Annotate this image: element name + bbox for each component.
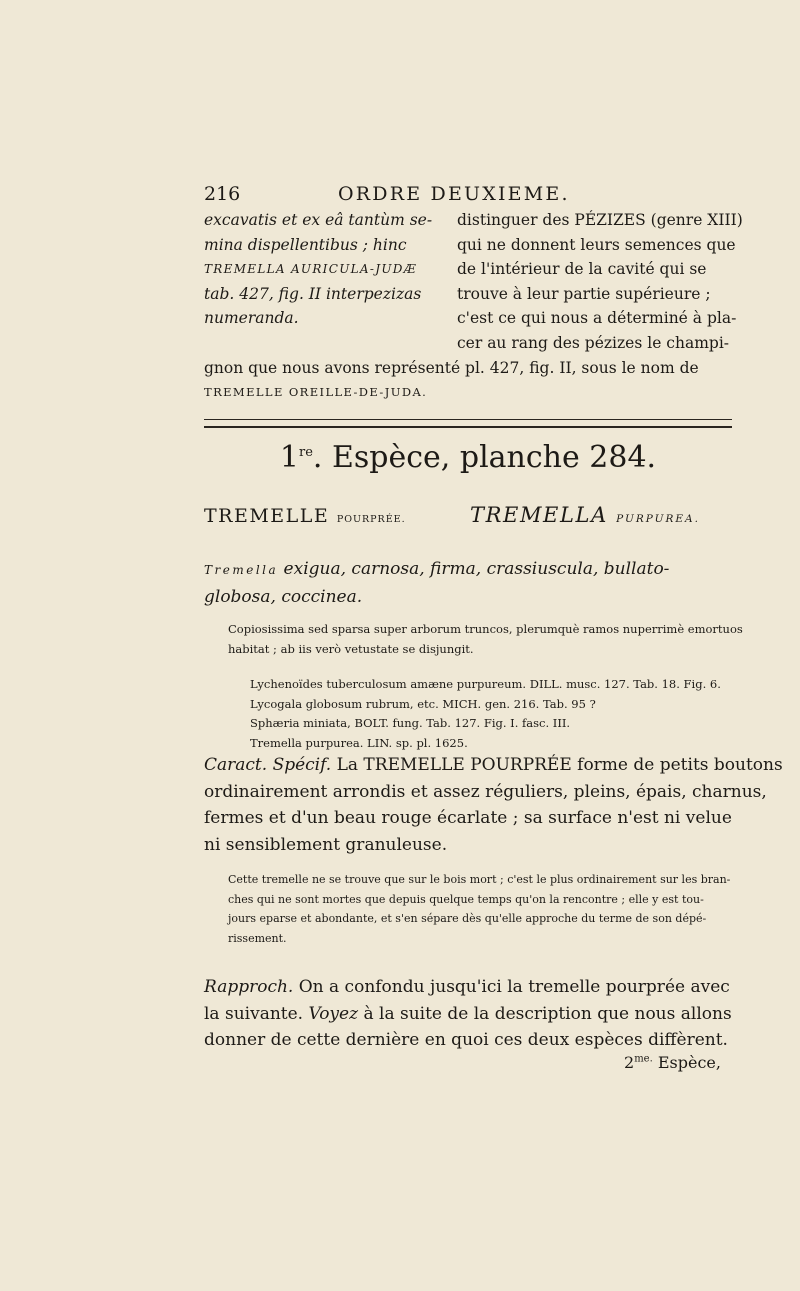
running-title: ORDRE DEUXIEME. — [338, 183, 570, 205]
species-ordinal: 1 — [279, 440, 299, 475]
caract-line: fermes et d'un beau rouge écarlate ; sa surface n'est ni velue — [204, 808, 732, 828]
catchword-number: 2 — [624, 1053, 635, 1072]
right-column-french — [457, 208, 743, 331]
diagnosis-line: globosa, coccinea. — [204, 587, 363, 607]
latin-name — [470, 503, 700, 527]
caract-line: ni sensiblement granuleuse. — [204, 834, 448, 855]
caract-label: Caract. Spécif. — [204, 755, 332, 775]
habitat-line: Copiosissima sed sparsa super arborum truncos, plerumquè ramos nuperrimè emortuos — [228, 622, 743, 636]
text-line: cer au rang des pézizes le champi- — [457, 334, 730, 352]
rapproch-line: donner de cette dernière en quoi ces deux espèces diffèrent. — [204, 1030, 728, 1050]
latin-line: tab. 427, fig. II interpezizas — [204, 284, 422, 303]
french-line: c'est ce qui nous a déterminé à pla- — [457, 309, 737, 327]
specific-characters — [204, 752, 783, 858]
diagnosis-line: exigua, carnosa, firma, crassiuscula, bullato- — [278, 559, 670, 579]
french-line: distinguer des PÉZIZES (genre XIII) — [457, 211, 743, 229]
french-name — [204, 505, 406, 527]
rapproch-line: On a confondu jusqu'ici la tremelle pourprée avec — [293, 977, 730, 997]
continuation-paragraph — [204, 331, 732, 405]
section-rule — [204, 419, 732, 428]
synonymy-list — [250, 675, 732, 754]
catchword-text: Espèce, — [652, 1053, 721, 1072]
latin-name-small: PURPUREA. — [616, 513, 700, 525]
page-header — [204, 183, 732, 207]
note-line: ches qui ne sont mortes que depuis quelque temps qu'on la rencontre ; elle y est tou- — [228, 892, 704, 906]
catchword — [624, 1053, 721, 1072]
species-names — [204, 505, 732, 537]
rapproch-line: la suivante. — [204, 1003, 309, 1024]
habitat-note — [228, 870, 732, 948]
catchword-sup: me. — [634, 1053, 653, 1065]
latin-line: excavatis et ex eâ tantùm se- — [204, 211, 433, 229]
french-line: qui ne donnent leurs semences que — [457, 235, 736, 254]
latin-line: mina dispellentibus ; hinc — [204, 235, 407, 254]
species-ordinal-sup: re — [299, 445, 313, 460]
rapproch-voyez: Voyez — [308, 1003, 359, 1024]
synonym-entry: Sphæria miniata, BOLT. fung. Tab. 127. Fig. I. fasc. III. — [250, 716, 571, 731]
species-heading-text: . Espèce, planche 284. — [312, 440, 657, 475]
habitat-line: habitat ; ab iis verò vetustate se disjungit. — [228, 642, 474, 656]
rapproch-label: Rapproch. — [204, 977, 294, 997]
caract-line: ordinairement arrondis et assez réguliers, pleins, épais, charnus, — [204, 781, 767, 802]
note-line: Cette tremelle ne se trouve que sur le bois mort ; c'est le plus ordinairement sur les bran- — [228, 873, 731, 886]
latin-line: numeranda. — [204, 309, 299, 327]
diagnosis-genus: Tremella — [204, 563, 279, 577]
rapproch-line: à la suite de la description que nous allons — [358, 1003, 732, 1024]
latin-line: TREMELLA AURICULA-JUDÆ — [204, 262, 417, 276]
caract-line: La TREMELLE POURPRÉE forme de petits boutons — [331, 755, 783, 775]
french-line: trouve à leur partie supérieure ; — [457, 284, 711, 303]
french-name-small: POURPRÉE. — [336, 514, 406, 525]
note-line: jours eparse et abondante, et s'en sépare dès qu'elle approche du terme de son dépé- — [228, 912, 707, 925]
latin-diagnosis — [204, 556, 732, 611]
species-heading — [204, 440, 732, 475]
text-line: gnon que nous avons représenté pl. 427, fig. II, sous le nom de — [204, 358, 699, 377]
habitat-paragraph — [228, 619, 743, 659]
synonym-entry: Lychenoïdes tuberculosum amæne purpureum. DILL. musc. 127. Tab. 18. Fig. 6. — [250, 677, 721, 691]
french-name-main: TREMELLE — [204, 505, 337, 527]
left-column-latin — [204, 208, 436, 331]
synonym-entry: Tremella purpurea. LIN. sp. pl. 1625. — [250, 736, 468, 751]
latin-name-main: TREMELLA — [470, 503, 617, 527]
synonym-entry: Lycogala globosum rubrum, etc. MICH. gen. 216. Tab. 95 ? — [250, 696, 596, 711]
french-line: de l'intérieur de la cavité qui se — [457, 260, 707, 278]
note-line: rissement. — [228, 931, 287, 945]
rapprochement-paragraph — [204, 974, 732, 1054]
text-line: TREMELLE OREILLE-DE-JUDA. — [204, 385, 428, 399]
page-number: 216 — [204, 183, 241, 205]
